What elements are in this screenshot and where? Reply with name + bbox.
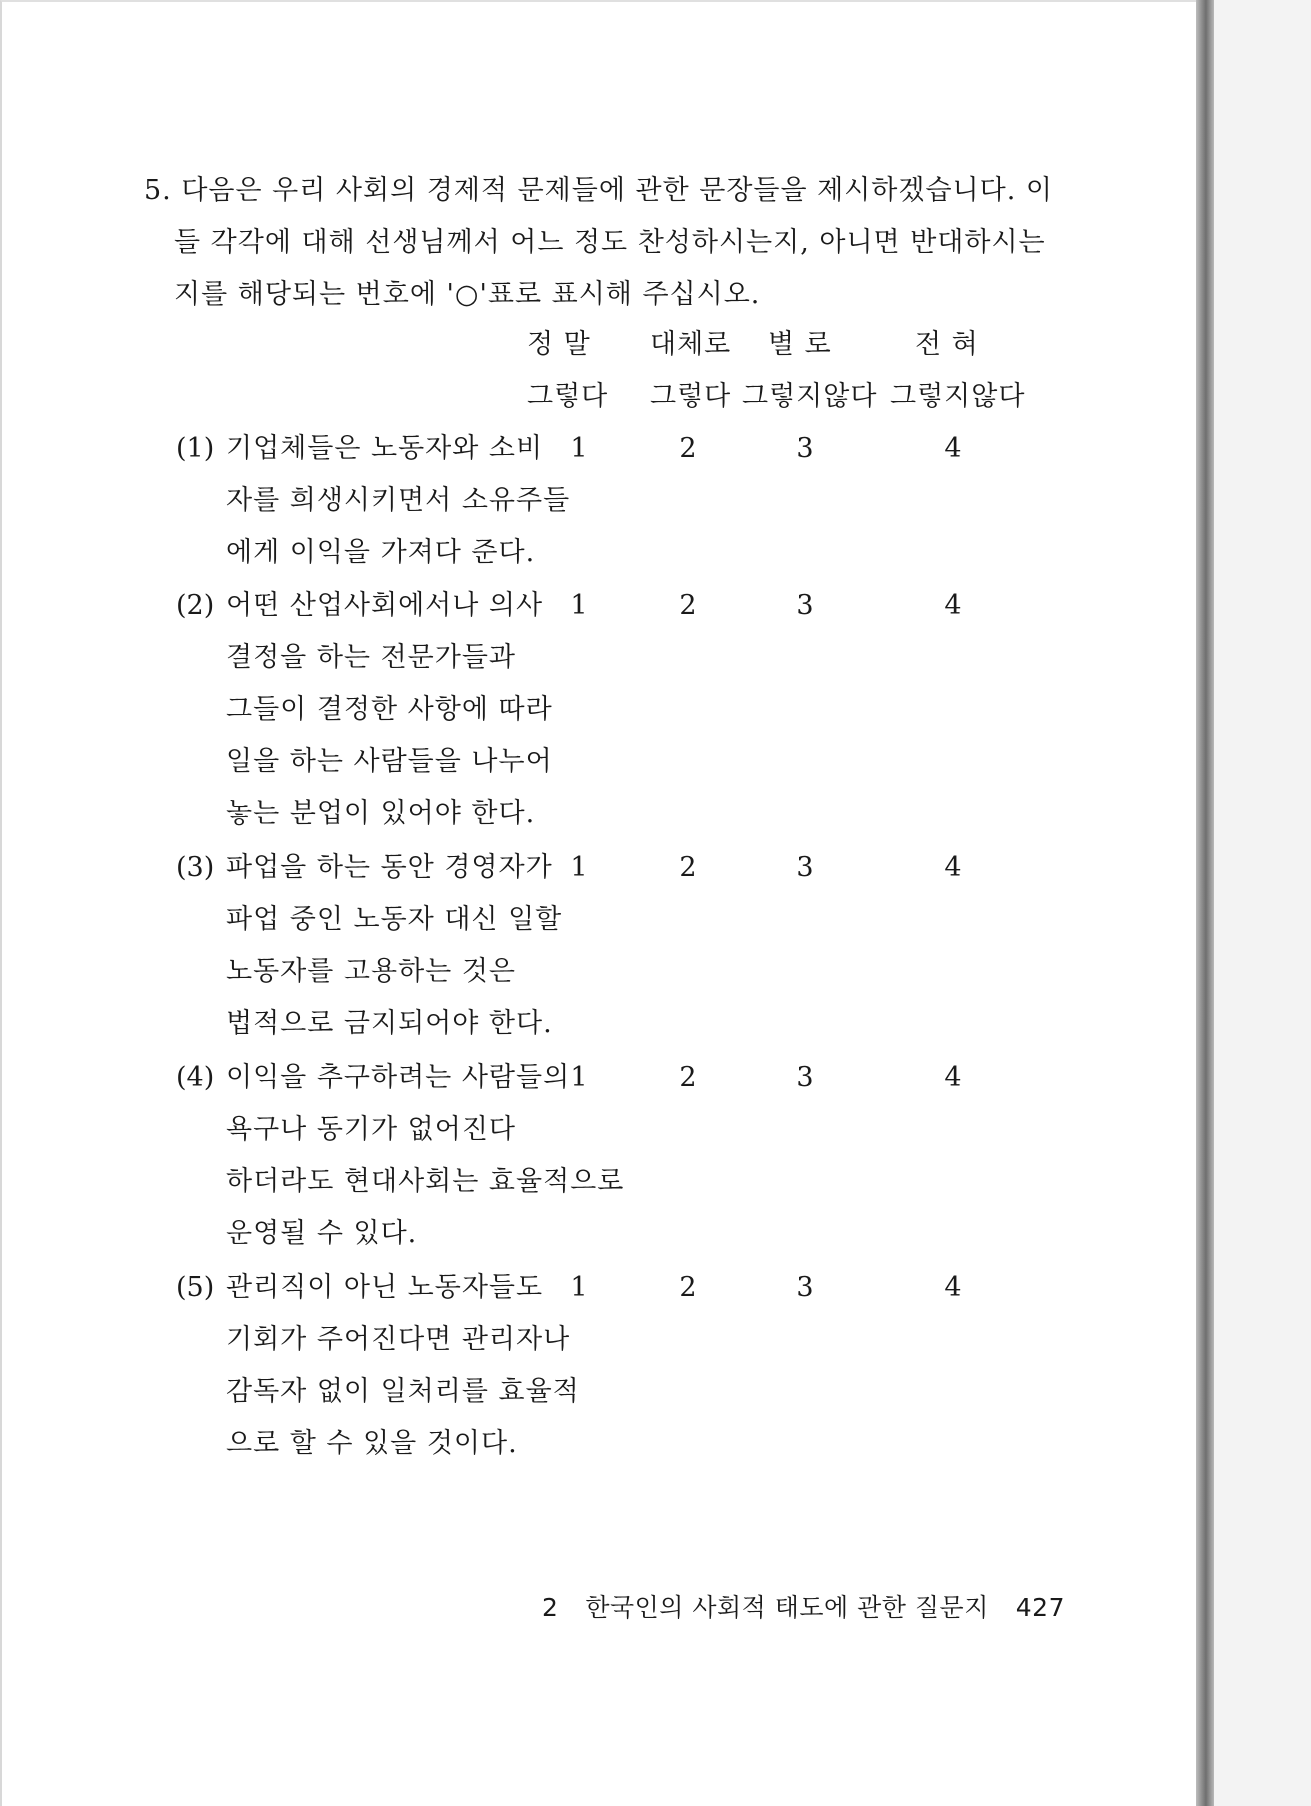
item-text-line: 으로 할 수 있을 것이다.: [226, 1428, 518, 1459]
option-3[interactable]: 3: [796, 852, 814, 883]
scale-header-1-top: 정 말: [527, 329, 591, 360]
item-text-line: 어떤 산업사회에서나 의사: [226, 590, 544, 621]
page-edge-shadow: [1196, 0, 1214, 1806]
option-2[interactable]: 2: [679, 433, 697, 464]
option-1[interactable]: 1: [570, 590, 588, 621]
option-2[interactable]: 2: [679, 590, 697, 621]
option-4[interactable]: 4: [944, 433, 962, 464]
item-text-line: 욕구나 동기가 없어진다: [226, 1114, 516, 1145]
question-line-1: 5. 다음은 우리 사회의 경제적 문제들에 관한 문장들을 제시하겠습니다. 이: [144, 175, 1053, 206]
item-number: (4): [176, 1062, 215, 1093]
item-number: (3): [176, 852, 215, 883]
scale-header-1-bottom: 그렇다: [527, 381, 609, 412]
scale-header-3-top: 별 로: [768, 329, 832, 360]
item-text-line: 운영될 수 있다.: [226, 1218, 418, 1249]
item-text-line: 파업 중인 노동자 대신 일할: [226, 904, 563, 935]
option-4[interactable]: 4: [944, 852, 962, 883]
option-1[interactable]: 1: [570, 1062, 588, 1093]
item-text-line: 놓는 분업이 있어야 한다.: [226, 798, 536, 829]
item-text-line: 관리직이 아닌 노동자들도: [226, 1272, 544, 1303]
question-line-3: 지를 해당되는 번호에 '○'표로 표시해 주십시오.: [174, 279, 761, 310]
option-1[interactable]: 1: [570, 1272, 588, 1303]
footer-chapter-number: 2: [542, 1593, 559, 1622]
item-text-line: 에게 이익을 가져다 준다.: [226, 537, 536, 568]
item-number: (5): [176, 1272, 215, 1303]
item-text-line: 노동자를 고용하는 것은: [226, 956, 516, 987]
item-text-line: 법적으로 금지되어야 한다.: [226, 1008, 553, 1039]
item-text-line: 이익을 추구하려는 사람들의: [226, 1062, 571, 1093]
option-1[interactable]: 1: [570, 433, 588, 464]
scale-header-2-bottom: 그렇다: [650, 381, 732, 412]
footer-title: 한국인의 사회적 태도에 관한 질문지: [585, 1593, 989, 1622]
option-3[interactable]: 3: [796, 1062, 814, 1093]
item-text-line: 그들이 결정한 사항에 따라: [226, 694, 553, 725]
scale-header-2-top: 대체로: [650, 329, 732, 360]
item-text-line: 일을 하는 사람들을 나누어: [226, 746, 553, 777]
scale-header-4-top: 전 혀: [915, 329, 979, 360]
option-3[interactable]: 3: [796, 433, 814, 464]
item-text-line: 자를 희생시키면서 소유주들: [226, 485, 571, 516]
item-text-line: 기업체들은 노동자와 소비: [226, 433, 544, 464]
footer-page-number: 427: [1015, 1593, 1065, 1622]
item-text-line: 기회가 주어진다면 관리자나: [226, 1324, 571, 1355]
scale-header-4-bottom: 그렇지않다: [890, 381, 1026, 412]
option-4[interactable]: 4: [944, 590, 962, 621]
background-margin: [1214, 0, 1311, 1806]
option-4[interactable]: 4: [944, 1272, 962, 1303]
option-2[interactable]: 2: [679, 1272, 697, 1303]
item-text-line: 감독자 없이 일처리를 효율적: [226, 1376, 580, 1407]
question-line-2: 들 각각에 대해 선생님께서 어느 정도 찬성하시는지, 아니면 반대하시는: [174, 227, 1046, 258]
item-number: (2): [176, 590, 215, 621]
page-footer: [542, 1592, 1065, 1624]
option-4[interactable]: 4: [944, 1062, 962, 1093]
option-2[interactable]: 2: [679, 1062, 697, 1093]
option-3[interactable]: 3: [796, 590, 814, 621]
option-1[interactable]: 1: [570, 852, 588, 883]
scale-header-3-bottom: 그렇지않다: [742, 381, 878, 412]
option-2[interactable]: 2: [679, 852, 697, 883]
item-text-line: 결정을 하는 전문가들과: [226, 642, 516, 673]
item-text-line: 파업을 하는 동안 경영자가: [226, 852, 553, 883]
item-text-line: 하더라도 현대사회는 효율적으로: [226, 1166, 625, 1197]
option-3[interactable]: 3: [796, 1272, 814, 1303]
item-number: (1): [176, 433, 215, 464]
